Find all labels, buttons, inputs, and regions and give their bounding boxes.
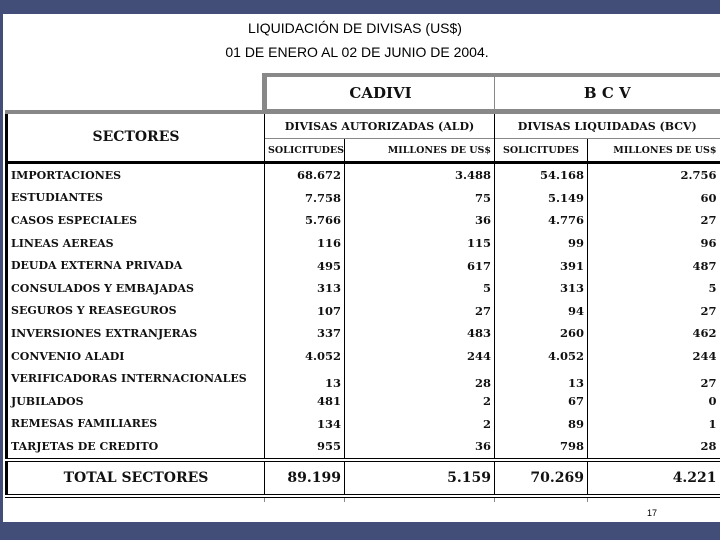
sector-label: JUBILADOS bbox=[7, 390, 265, 413]
value-cell: 337 bbox=[265, 322, 345, 345]
table-row bbox=[7, 345, 720, 368]
sector-label: CONSULADOS Y EMBAJADAS bbox=[7, 277, 265, 300]
value-cell: 244 bbox=[588, 345, 720, 368]
value-cell: 244 bbox=[345, 345, 495, 368]
value-cell: 68.672 bbox=[265, 163, 345, 187]
subheader-liquidadas: DIVISAS LIQUIDADAS (BCV) bbox=[495, 112, 720, 139]
table-row bbox=[7, 277, 720, 300]
table-row bbox=[7, 413, 720, 436]
total-row bbox=[7, 460, 720, 496]
value-cell: 3.488 bbox=[345, 163, 495, 187]
value-cell: 4.052 bbox=[495, 345, 588, 368]
value-cell: 67 bbox=[495, 390, 588, 413]
column-header: MILLONES DE US$ bbox=[345, 139, 495, 163]
value-cell: 0 bbox=[588, 390, 720, 413]
table-row bbox=[7, 367, 720, 390]
value-cell: 27 bbox=[588, 300, 720, 323]
value-cell: 116 bbox=[265, 232, 345, 255]
total-cell: 5.159 bbox=[345, 460, 495, 496]
value-cell: 94 bbox=[495, 300, 588, 323]
value-cell: 96 bbox=[588, 232, 720, 255]
sector-label: SEGUROS Y REASEGUROS bbox=[7, 300, 265, 323]
value-cell: 483 bbox=[345, 322, 495, 345]
value-cell: 99 bbox=[495, 232, 588, 255]
slide-title: LIQUIDACIÓN DE DIVISAS (US$) bbox=[248, 20, 462, 36]
value-cell: 260 bbox=[495, 322, 588, 345]
value-cell: 7.758 bbox=[265, 187, 345, 210]
value-cell: 75 bbox=[345, 187, 495, 210]
total-cell: 70.269 bbox=[495, 460, 588, 496]
table-row bbox=[7, 209, 720, 232]
sector-label: REMESAS FAMILIARES bbox=[7, 413, 265, 436]
value-cell: 2 bbox=[345, 390, 495, 413]
value-cell: 28 bbox=[588, 435, 720, 460]
table-row bbox=[7, 232, 720, 255]
value-cell: 481 bbox=[265, 390, 345, 413]
value-cell: 54.168 bbox=[495, 163, 588, 187]
table-row bbox=[7, 390, 720, 413]
value-cell: 115 bbox=[345, 232, 495, 255]
value-cell: 13 bbox=[495, 367, 588, 390]
sector-label: LINEAS AEREAS bbox=[7, 232, 265, 255]
sector-label: IMPORTACIONES bbox=[7, 163, 265, 187]
value-cell: 134 bbox=[265, 413, 345, 436]
value-cell: 89 bbox=[495, 413, 588, 436]
sector-label: CONVENIO ALADI bbox=[7, 345, 265, 368]
sector-label: TARJETAS DE CREDITO bbox=[7, 435, 265, 460]
table-row bbox=[7, 163, 720, 187]
slide-top-bar bbox=[0, 0, 720, 14]
sector-label: VERIFICADORAS INTERNACIONALES bbox=[7, 367, 265, 390]
sector-label: DEUDA EXTERNA PRIVADA bbox=[7, 254, 265, 277]
sector-label: ESTUDIANTES bbox=[7, 187, 265, 210]
total-label: TOTAL SECTORES bbox=[7, 460, 265, 496]
value-cell: 5 bbox=[588, 277, 720, 300]
column-header: SOLICITUDES bbox=[265, 139, 345, 163]
table-row bbox=[7, 254, 720, 277]
column-header: MILLONES DE US$ bbox=[588, 139, 720, 163]
page-number: 17 bbox=[647, 508, 658, 518]
value-cell: 5.149 bbox=[495, 187, 588, 210]
column-header: SOLICITUDES bbox=[495, 139, 588, 163]
sectores-header: SECTORES bbox=[7, 112, 265, 163]
group-header-cadivi: CADIVI bbox=[265, 75, 495, 112]
value-cell: 1 bbox=[588, 413, 720, 436]
value-cell: 798 bbox=[495, 435, 588, 460]
slide-bottom-bar bbox=[0, 522, 720, 540]
total-cell: 89.199 bbox=[265, 460, 345, 496]
value-cell: 13 bbox=[265, 367, 345, 390]
value-cell: 27 bbox=[588, 209, 720, 232]
table-row bbox=[7, 322, 720, 345]
value-cell: 5.766 bbox=[265, 209, 345, 232]
value-cell: 617 bbox=[345, 254, 495, 277]
value-cell: 2.756 bbox=[588, 163, 720, 187]
value-cell: 36 bbox=[345, 209, 495, 232]
value-cell: 495 bbox=[265, 254, 345, 277]
value-cell: 5 bbox=[345, 277, 495, 300]
subheader-autorizadas: DIVISAS AUTORIZADAS (ALD) bbox=[265, 112, 495, 139]
sector-label: CASOS ESPECIALES bbox=[7, 209, 265, 232]
value-cell: 107 bbox=[265, 300, 345, 323]
slide-left-bar bbox=[0, 0, 3, 540]
value-cell: 28 bbox=[345, 367, 495, 390]
value-cell: 27 bbox=[588, 367, 720, 390]
value-cell: 27 bbox=[345, 300, 495, 323]
group-header-bcv: B C V bbox=[495, 75, 720, 112]
table-row bbox=[7, 435, 720, 460]
value-cell: 313 bbox=[265, 277, 345, 300]
value-cell: 313 bbox=[495, 277, 588, 300]
value-cell: 462 bbox=[588, 322, 720, 345]
sector-label: INVERSIONES EXTRANJERAS bbox=[7, 322, 265, 345]
table-row bbox=[7, 300, 720, 323]
value-cell: 955 bbox=[265, 435, 345, 460]
slide-subtitle: 01 DE ENERO AL 02 DE JUNIO DE 2004. bbox=[225, 44, 489, 60]
value-cell: 36 bbox=[345, 435, 495, 460]
value-cell: 391 bbox=[495, 254, 588, 277]
total-cell: 4.221 bbox=[588, 460, 720, 496]
value-cell: 4.776 bbox=[495, 209, 588, 232]
divisas-table bbox=[5, 73, 720, 502]
table-row bbox=[7, 187, 720, 210]
empty-corner bbox=[7, 75, 265, 112]
value-cell: 60 bbox=[588, 187, 720, 210]
value-cell: 2 bbox=[345, 413, 495, 436]
value-cell: 4.052 bbox=[265, 345, 345, 368]
value-cell: 487 bbox=[588, 254, 720, 277]
